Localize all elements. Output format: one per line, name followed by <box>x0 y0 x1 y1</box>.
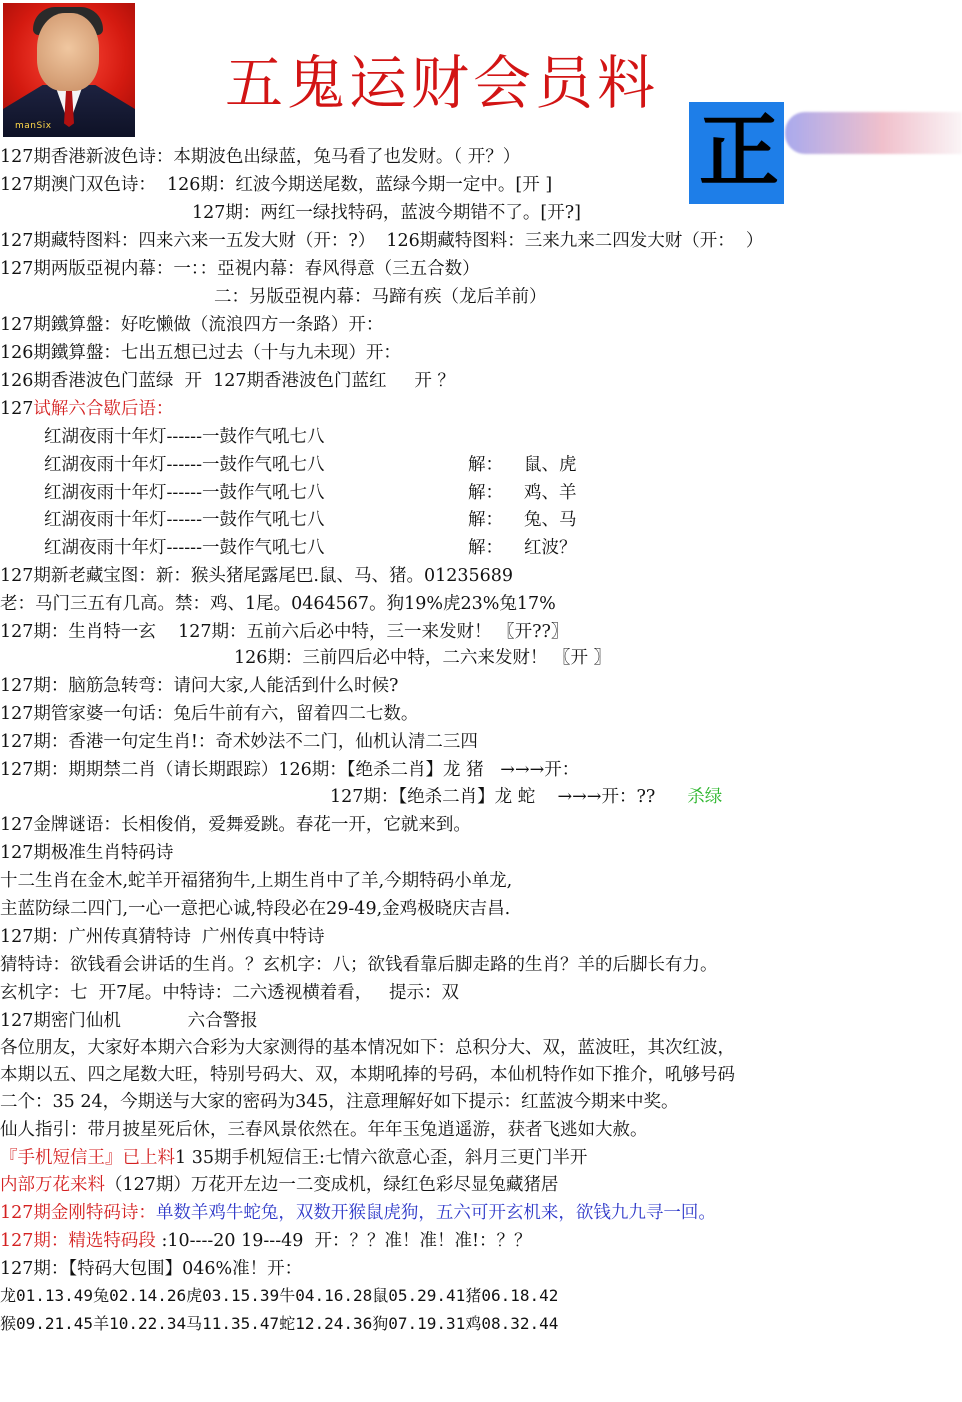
line-hk-color-gate: 126期香港波色门蓝绿 开 127期香港波色门蓝红 开 ？ <box>0 371 455 391</box>
riddle-answer-label: 解： <box>468 483 503 503</box>
wanhua-text: （127期）万花开左边一二变成机，绿红色彩尽显兔藏猪居 <box>105 1175 559 1195</box>
riddle-line: 红湖夜雨十年灯------一鼓作气吼七八 <box>44 455 325 475</box>
riddle-heading-label: 试解六合歇后语： <box>33 399 174 419</box>
riddle-answer: 兔、马 <box>524 510 577 530</box>
line-guess-poem: 猜特诗：欲钱看会讲话的生肖。？玄机字：八；欲钱看靠后脚走路的生肖？羊的后脚长有力。 <box>0 955 718 975</box>
line-sms-king <box>0 1147 587 1169</box>
line-macau-color-poem: 127期澳门双色诗： 126期：红波今期送尾数，蓝绿今期一定中。[开 ] <box>0 175 553 195</box>
line-iron-abacus-127: 127期鐵算盤：好吃懒做（流浪四方一条路）开： <box>0 315 384 335</box>
line-zodiac-numbers-1: 龙01.13.49兔02.14.26虎03.15.39牛04.16.28鼠05.29.41猪06.18.42 <box>0 1286 559 1305</box>
line-riddle-heading <box>0 398 173 420</box>
kill-two-zodiac-text: 127期：【绝杀二肖】龙 蛇 →→→开：?? <box>330 787 656 807</box>
riddle-answer: 红波？ <box>524 538 577 558</box>
line-housekeeper-saying: 127期管家婆一句话：兔后牛前有六，留着四二七数。 <box>0 704 419 724</box>
riddle-period: 127 <box>0 399 34 419</box>
riddle-line: 红湖夜雨十年灯------一鼓作气吼七八 <box>44 538 325 558</box>
wanhua-label: 内部万花来料 <box>0 1175 105 1195</box>
selected-range-label: 127期：精选特码段 <box>0 1231 156 1251</box>
line-gold-riddle: 127金牌谜语：长相俊俏，爱舞爱跳。春花一开，它就来到。 <box>0 815 471 835</box>
sms-king-text: 1 35期手机短信王:七情六欲意心歪，斜月三更门半开 <box>175 1148 588 1168</box>
line-guangzhou-fax: 127期：广州传真猜特诗 广州传真中特诗 <box>0 927 325 947</box>
line-selected-range <box>0 1230 532 1252</box>
line-zodiac-special-126: 126期：三前四后必中特，二六来发财！ 〖开 〗 <box>234 648 612 668</box>
line-mystery-word: 玄机字：七 开7尾。中特诗：二六透视横着看， 提示：双 <box>0 983 459 1003</box>
line-notice-1: 各位朋友，大家好本期六合彩为大家测得的基本情况如下：总积分大、双，蓝波旺，其次红波， <box>0 1038 735 1058</box>
kill-green-label: 杀绿 <box>687 787 723 807</box>
line-hk-color-poem: 127期香港新波色诗：本期波色出绿蓝，兔马看了也发财。（ 开？） <box>0 147 521 167</box>
line-iron-abacus-126: 126期鐵算盤：七出五想已过去（十与九未现）开： <box>0 343 401 363</box>
riddle-answer: 鸡、羊 <box>524 483 577 503</box>
stamp-badge <box>689 102 784 204</box>
decorative-swoosh <box>785 112 962 154</box>
page-title: 五鬼运财会员料 <box>225 49 660 117</box>
line-zodiac-poem-title: 127期极准生肖特码诗 <box>0 843 174 863</box>
line-wanhua <box>0 1174 558 1196</box>
riddle-answer-label: 解： <box>468 510 503 530</box>
line-notice-2: 本期以五、四之尾数大旺，特别号码大、双，本期吼捧的号码，本仙机特作如下推介，吼够号码 <box>0 1065 735 1085</box>
riddle-line: 红湖夜雨十年灯------一鼓作气吼七八 <box>44 427 325 447</box>
riddle-line: 红湖夜雨十年灯------一鼓作气吼七八 <box>44 483 325 503</box>
selected-range-text: :10----20 19---49 开：？？准！准！准!：？？ <box>155 1231 532 1251</box>
line-atv-insider-1: 127期两版亞視内幕：一：：亞視内幕：春风得意（三五合数） <box>0 259 480 279</box>
line-ban-two-zodiac: 127期：期期禁二肖（请长期跟踪）126期：【绝杀二肖】龙 猪 →→→开： <box>0 760 580 780</box>
line-zodiac-numbers-2: 猴09.21.45羊10.22.34马11.35.47蛇12.24.36狗07.19.31鸡08.32.44 <box>0 1314 559 1333</box>
riddle-answer-label: 解： <box>468 455 503 475</box>
line-atv-insider-2: 二：另版亞視内幕：马蹄有疾（龙后羊前） <box>214 287 547 307</box>
vajra-label: 127期金刚特码诗： <box>0 1203 156 1223</box>
sms-king-label: 『手机短信王』已上料 <box>0 1148 175 1168</box>
line-treasure-map-new: 127期新老藏宝图：新：猴头猪尾露尾巴.鼠、马、猪。01235689 <box>0 566 514 586</box>
line-hidden-chart: 127期藏特图料：四来六来一五发大财（开：?） 126期藏特图料：三来九来二四发大财（开： ） <box>0 231 764 251</box>
line-notice-3: 二个：35 24，今期送与大家的密码为345，注意理解好如下提示：红蓝波今期来中奖。 <box>0 1092 679 1112</box>
riddle-line: 红湖夜雨十年灯------一鼓作气吼七八 <box>44 510 325 530</box>
line-macau-color-poem-2: 127期：两红一绿找特码，蓝波今期错不了。[开?] <box>192 203 581 223</box>
vajra-text: 单数羊鸡牛蛇兔，双数开猴鼠虎狗，五六可开玄机来，欲钱九九寻一回。 <box>155 1203 716 1223</box>
line-vajra-poem <box>0 1202 716 1224</box>
line-immortal-guide: 仙人指引：带月披星死后休，三春风景依然在。年年玉兔逍遥游，获者飞逃如大赦。 <box>0 1120 648 1140</box>
line-brain-teaser: 127期：脑筋急转弯：请问大家,人能活到什么时候? <box>0 676 399 696</box>
portrait-face <box>37 13 99 91</box>
line-zodiac-poem-1: 十二生肖在金木,蛇羊开福猪狗牛,上期生肖中了羊,今期特码小单龙, <box>0 871 513 891</box>
portrait-photo <box>3 3 135 137</box>
riddle-answer-label: 解： <box>468 538 503 558</box>
riddle-answer: 鼠、虎 <box>524 455 577 475</box>
line-secret-gate: 127期密门仙机 六合警报 <box>0 1011 258 1031</box>
line-zodiac-poem-2: 主蓝防绿二四门,一心一意把心诚,特段必在29-49,金鸡极晓庆吉昌. <box>0 899 511 919</box>
line-treasure-map-old: 老：马门三五有几高。禁：鸡、1尾。0464567。狗19%虎23%兔17% <box>0 594 556 614</box>
line-hk-one-zodiac: 127期：香港一句定生肖!：奇术妙法不二门，仙机认清二三四 <box>0 732 478 752</box>
line-big-bundle: 127期：【特码大包围】046%准！开： <box>0 1259 303 1279</box>
portrait-logo: manSix <box>15 121 52 131</box>
line-kill-two-zodiac <box>330 786 722 808</box>
line-zodiac-special: 127期：生肖特一玄 127期：五前六后必中特，三一来发财！ 〖开??〗 <box>0 622 569 642</box>
stamp-text: 正 <box>699 105 779 198</box>
